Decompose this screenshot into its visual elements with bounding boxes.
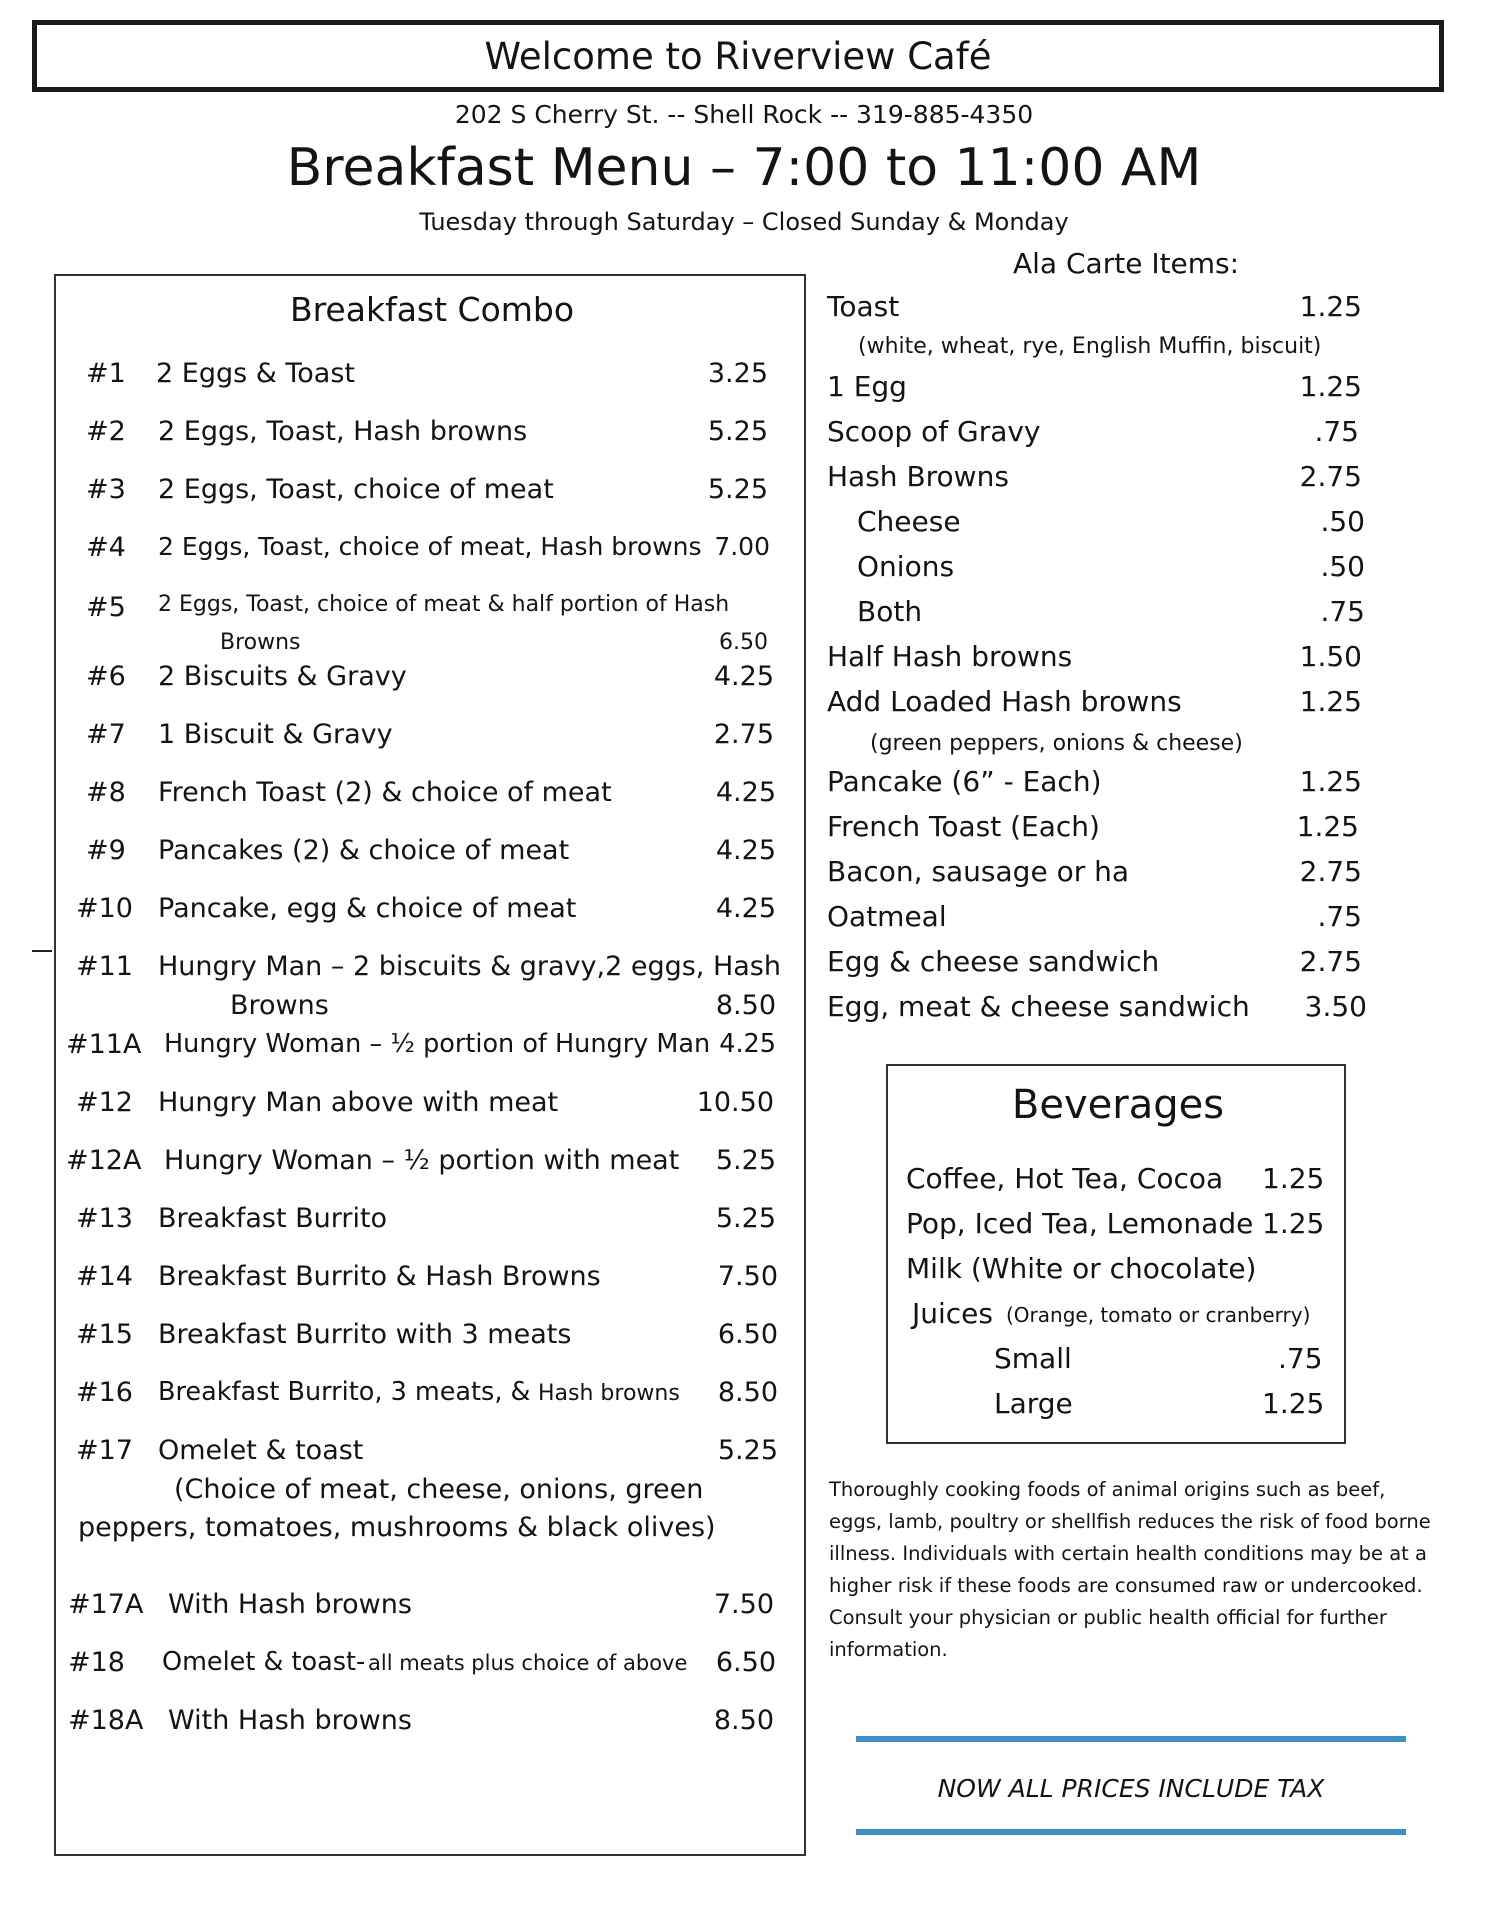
- combo-description: Breakfast Burrito & Hash Browns: [158, 1261, 601, 1292]
- combo-price: 7.50: [717, 1261, 778, 1292]
- ala-carte-price: 1.25: [1296, 810, 1359, 843]
- combo-number: #3: [86, 474, 126, 505]
- divider-top: [856, 1736, 1406, 1742]
- combo-price: 7.50: [713, 1589, 774, 1620]
- combo-description: Hungry Woman – ½ portion with meat: [164, 1145, 680, 1176]
- ala-carte-name: Onions: [857, 550, 955, 583]
- welcome-banner: [32, 20, 1444, 92]
- divider-bottom: [856, 1829, 1406, 1835]
- combo-number: #17A: [68, 1589, 144, 1620]
- combo-price: 6.50: [719, 630, 768, 655]
- ala-carte-note: (white, wheat, rye, English Muffin, biscuit): [858, 334, 1322, 359]
- combo-price: 6.50: [717, 1319, 778, 1350]
- beverage-name: Coffee, Hot Tea, Cocoa: [906, 1162, 1224, 1195]
- food-safety-disclaimer: Thoroughly cooking foods of animal origins such as beef, eggs, lamb, poultry or shellfish reduces the risk of food borne illness. Individuals with certain health conditions may be at a higher risk if these foods are consumed raw or undercooked. Consult your physician or public health official for further information.: [829, 1478, 1431, 1661]
- beverage-size: Large: [994, 1387, 1073, 1420]
- combo-number: #5: [86, 592, 126, 623]
- ala-carte-name: Scoop of Gravy: [827, 415, 1041, 448]
- ala-carte-name: Egg & cheese sandwich: [827, 945, 1160, 978]
- ala-carte-price: 1.25: [1299, 765, 1362, 798]
- ala-carte-price: 1.50: [1299, 640, 1362, 673]
- combo-description-cont: Browns: [230, 990, 329, 1021]
- combo-number: #8: [86, 777, 126, 808]
- ala-carte-item: [827, 290, 1397, 323]
- ala-carte-item: [827, 595, 1397, 628]
- combo-number: #12: [76, 1087, 133, 1118]
- combo-description: 2 Eggs, Toast, Hash browns: [158, 416, 528, 447]
- ala-carte-price: 3.50: [1304, 990, 1367, 1023]
- combo-number: #16: [76, 1377, 133, 1408]
- ala-carte-name: Both: [857, 595, 923, 628]
- combo-price: 8.50: [713, 1705, 774, 1736]
- combo-description: With Hash browns: [168, 1589, 412, 1620]
- combo-description: Hungry Woman – ½ portion of Hungry Man: [164, 1029, 711, 1059]
- ala-carte-price: 2.75: [1299, 945, 1362, 978]
- combo-description-cont: (Choice of meat, cheese, onions, green: [174, 1474, 704, 1505]
- combo-price: 8.50: [717, 1377, 778, 1408]
- ala-carte-note: (green peppers, onions & cheese): [870, 731, 1243, 756]
- combo-number: #9: [86, 835, 126, 866]
- beverages-title: Beverages: [1011, 1082, 1225, 1128]
- open-days: Tuesday through Saturday – Closed Sunday & Monday: [419, 208, 1069, 236]
- beverage-size: Small: [994, 1342, 1072, 1375]
- tax-notice: NOW ALL PRICES INCLUDE TAX: [937, 1774, 1325, 1803]
- ala-carte-price: 1.25: [1299, 370, 1362, 403]
- ala-carte-name: Oatmeal: [827, 900, 947, 933]
- combo-price: 8.50: [715, 990, 776, 1021]
- ala-carte-price: 1.25: [1299, 290, 1362, 323]
- combo-price: 7.00: [714, 532, 770, 561]
- ala-carte-name: Egg, meat & cheese sandwich: [827, 990, 1250, 1023]
- ala-carte-item: [827, 460, 1397, 493]
- combo-price: 4.25: [715, 777, 776, 808]
- combo-number: #7: [86, 719, 126, 750]
- ala-carte-name: Cheese: [857, 505, 961, 538]
- ala-carte-item: [827, 990, 1397, 1023]
- ala-carte-price: 1.25: [1299, 685, 1362, 718]
- combo-description: Breakfast Burrito: [158, 1203, 388, 1234]
- combo-number: #6: [86, 661, 126, 692]
- combo-description-small: all meats plus choice of above: [368, 1651, 688, 1675]
- combo-number: #15: [76, 1319, 133, 1350]
- ala-carte-item: [827, 855, 1397, 888]
- combo-description: Pancake, egg & choice of meat: [158, 893, 577, 924]
- combo-number: #18A: [68, 1705, 144, 1736]
- combo-description: 2 Eggs & Toast: [156, 358, 356, 389]
- ala-carte-item: [827, 945, 1397, 978]
- combo-number: #14: [76, 1261, 133, 1292]
- combo-description: 2 Biscuits & Gravy: [158, 661, 407, 692]
- ala-carte-price: 2.75: [1299, 460, 1362, 493]
- combo-number: #2: [86, 416, 126, 447]
- beverage-price: 1.25: [1262, 1207, 1325, 1240]
- combo-description: Hungry Man – 2 biscuits & gravy,2 eggs, Hash: [158, 951, 781, 982]
- ala-carte-item: [827, 810, 1397, 843]
- ala-carte-name: Toast: [827, 290, 900, 323]
- ala-carte-price: .75: [1320, 595, 1365, 628]
- combo-price: 4.25: [715, 893, 776, 924]
- ala-carte-item: [827, 415, 1397, 448]
- combo-number: #4: [86, 532, 126, 563]
- combo-description-small: Hash browns: [538, 1381, 680, 1406]
- combo-description: Omelet & toast-: [162, 1647, 366, 1677]
- combo-price: 5.25: [707, 474, 768, 505]
- combo-price: 2.75: [713, 719, 774, 750]
- ala-carte-price: .75: [1317, 900, 1362, 933]
- ala-carte-item: [827, 370, 1397, 403]
- ala-carte-item: [827, 765, 1397, 798]
- beverage-name: Milk (White or chocolate): [906, 1252, 1257, 1285]
- ala-carte-name: Half Hash browns: [827, 640, 1073, 673]
- menu-headline: Breakfast Menu – 7:00 to 11:00 AM: [286, 138, 1202, 198]
- ala-carte-price: .75: [1314, 415, 1359, 448]
- combo-number: #10: [76, 893, 133, 924]
- combo-description-cont: Browns: [220, 630, 301, 655]
- ala-carte-item: [827, 505, 1397, 538]
- beverage-name: Pop, Iced Tea, Lemonade: [906, 1207, 1254, 1240]
- ala-carte-title: Ala Carte Items:: [1013, 247, 1240, 280]
- ala-carte-name: Pancake (6” - Each): [827, 765, 1102, 798]
- combo-description: Breakfast Burrito with 3 meats: [158, 1319, 572, 1350]
- ala-carte-item: [827, 685, 1397, 718]
- combo-description: Pancakes (2) & choice of meat: [158, 835, 570, 866]
- margin-mark: [32, 950, 52, 952]
- combo-title: Breakfast Combo: [289, 290, 575, 329]
- beverages-panel: [886, 1064, 1346, 1444]
- combo-price: 5.25: [707, 416, 768, 447]
- ala-carte-item: [827, 640, 1397, 673]
- combo-number: #1: [86, 358, 126, 389]
- combo-description: Omelet & toast: [158, 1435, 364, 1466]
- ala-carte-item: [827, 900, 1397, 933]
- combo-description: 1 Biscuit & Gravy: [158, 719, 393, 750]
- ala-carte-price: .50: [1320, 505, 1365, 538]
- combo-description: 2 Eggs, Toast, choice of meat & half portion of Hash: [158, 592, 730, 617]
- beverage-name: Juices: [912, 1297, 993, 1330]
- combo-price: 5.25: [715, 1203, 776, 1234]
- breakfast-combo-panel: [54, 274, 806, 1856]
- combo-description: 2 Eggs, Toast, choice of meat: [158, 474, 554, 505]
- combo-price: 10.50: [696, 1087, 774, 1118]
- combo-description: With Hash browns: [168, 1705, 412, 1736]
- ala-carte-name: 1 Egg: [827, 370, 907, 403]
- ala-carte-price: 2.75: [1299, 855, 1362, 888]
- beverage-price: 1.25: [1262, 1162, 1325, 1195]
- ala-carte-price: .50: [1320, 550, 1365, 583]
- combo-number: #13: [76, 1203, 133, 1234]
- combo-description-cont: peppers, tomatoes, mushrooms & black olives): [78, 1512, 716, 1543]
- combo-price: 5.25: [715, 1145, 776, 1176]
- combo-price: 4.25: [715, 835, 776, 866]
- combo-price: 5.25: [717, 1435, 778, 1466]
- combo-price: 4.25: [719, 1029, 776, 1059]
- combo-description: 2 Eggs, Toast, choice of meat, Hash browns: [158, 532, 702, 561]
- combo-number: #12A: [66, 1145, 142, 1176]
- beverage-price: 1.25: [1262, 1387, 1325, 1420]
- combo-price: 3.25: [707, 358, 768, 389]
- combo-description: Breakfast Burrito, 3 meats, &: [158, 1377, 531, 1407]
- ala-carte-name: Hash Browns: [827, 460, 1009, 493]
- beverage-note: (Orange, tomato or cranberry): [1006, 1303, 1311, 1327]
- address-line: 202 S Cherry St. -- Shell Rock -- 319-885-4350: [454, 100, 1034, 129]
- combo-number: #17: [76, 1435, 133, 1466]
- ala-carte-item: [827, 550, 1397, 583]
- combo-number: #18: [68, 1647, 125, 1678]
- combo-description: French Toast (2) & choice of meat: [158, 777, 612, 808]
- ala-carte-name: Add Loaded Hash browns: [827, 685, 1182, 718]
- combo-description: Hungry Man above with meat: [158, 1087, 559, 1118]
- combo-price: 4.25: [713, 661, 774, 692]
- ala-carte-name: Bacon, sausage or ha: [827, 855, 1130, 888]
- welcome-title: Welcome to Riverview Café: [484, 34, 992, 78]
- ala-carte-name: French Toast (Each): [827, 810, 1100, 843]
- beverage-price: .75: [1278, 1342, 1323, 1375]
- combo-price: 6.50: [715, 1647, 776, 1678]
- combo-number: #11A: [66, 1029, 142, 1060]
- combo-number: #11: [76, 951, 133, 982]
